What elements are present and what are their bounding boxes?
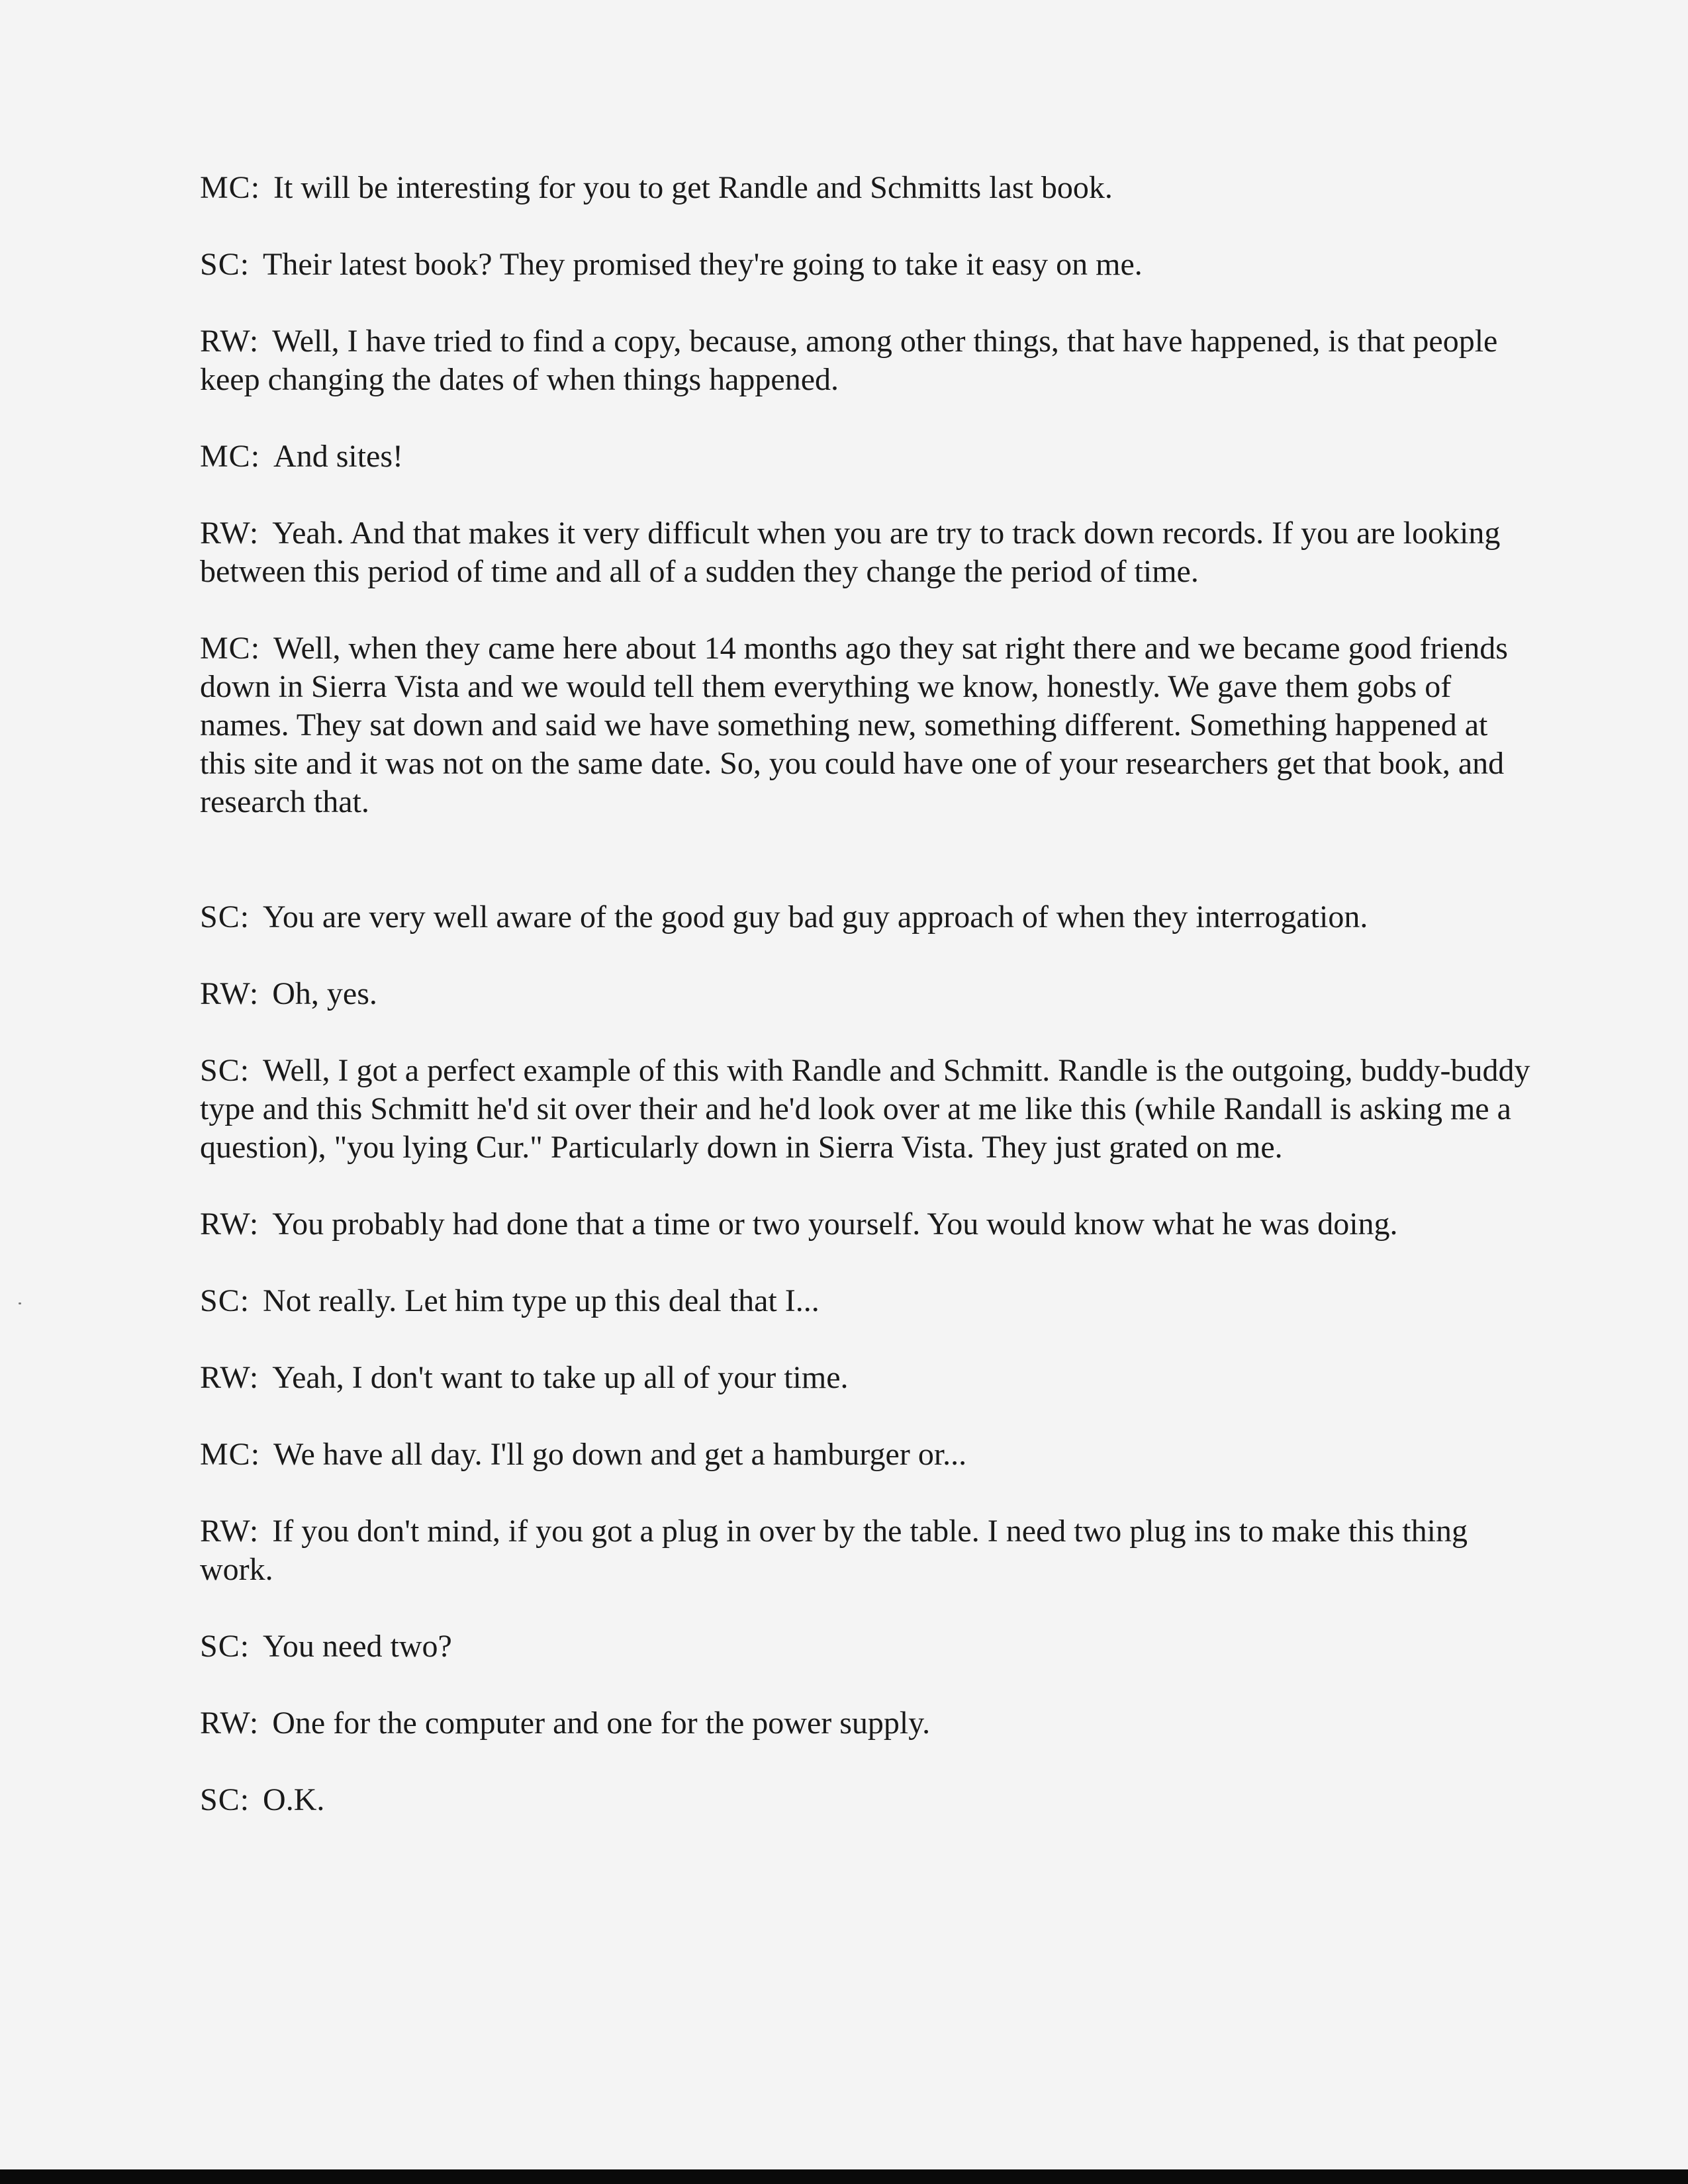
utterance-text: Well, I got a perfect example of this with Randle and Schmitt. Randle is the outgoing, buddy-buddy type and this Schmitt he'd sit over their and he'd look over at me like this (while Randall is asking me a question), "you lying Cur." Particularly down in Sierra Vista. They just grated on me. <box>200 1053 1530 1165</box>
utterance-text: And sites! <box>273 439 404 474</box>
utterance-text: Oh, yes. <box>272 976 377 1011</box>
transcript-entry <box>200 437 1530 476</box>
utterance-text: It will be interesting for you to get Randle and Schmitts last book. <box>273 170 1113 205</box>
speaker-label: RW: <box>200 1706 259 1741</box>
utterance-text: You need two? <box>263 1629 452 1664</box>
speaker-label: SC: <box>200 899 250 934</box>
transcript <box>200 169 1530 1858</box>
transcript-entry <box>200 1512 1530 1589</box>
transcript-entry <box>200 1282 1530 1320</box>
speaker-label: MC: <box>200 439 261 474</box>
transcript-entry <box>200 1359 1530 1397</box>
speaker-label: SC: <box>200 247 250 282</box>
speaker-label: SC: <box>200 1053 250 1088</box>
speaker-label: RW: <box>200 516 259 551</box>
speaker-label: MC: <box>200 1437 261 1472</box>
speaker-label: SC: <box>200 1283 250 1318</box>
utterance-text: O.K. <box>263 1782 325 1817</box>
utterance-text: If you don't mind, if you got a plug in over by the table. I need two plug ins to make this thing work. <box>200 1514 1468 1587</box>
speaker-label: RW: <box>200 1206 259 1242</box>
transcript-entry <box>200 1704 1530 1743</box>
transcript-entry <box>200 975 1530 1013</box>
transcript-entry <box>200 322 1530 399</box>
transcript-entry <box>200 1435 1530 1474</box>
transcript-entry <box>200 1627 1530 1666</box>
utterance-text: Not really. Let him type up this deal that I... <box>263 1283 820 1318</box>
utterance-text: You are very well aware of the good guy bad guy approach of when they interrogation. <box>263 899 1368 934</box>
utterance-text: Yeah, I don't want to take up all of your time. <box>272 1360 849 1395</box>
utterance-text: One for the computer and one for the power supply. <box>272 1706 931 1741</box>
transcript-entry <box>200 514 1530 591</box>
utterance-text: Yeah. And that makes it very difficult when you are try to track down records. If you are looking between this period of time and all of a sudden they change the period of time. <box>200 516 1501 589</box>
speaker-label: RW: <box>200 1514 259 1549</box>
transcript-entry <box>200 246 1530 284</box>
utterance-text: Their latest book? They promised they're going to take it easy on me. <box>263 247 1143 282</box>
speaker-label: RW: <box>200 976 259 1011</box>
speaker-label: SC: <box>200 1629 250 1664</box>
utterance-text: Well, when they came here about 14 months ago they sat right there and we became good friends down in Sierra Vista and we would tell them everything we know, honestly. We gave them gobs of names. They sat down and said we have something new, something different. Something happened at this site and it was not on the same date. So, you could have one of your researchers get that book, and research that. <box>200 631 1508 819</box>
transcript-entry <box>200 1052 1530 1167</box>
speaker-label: MC: <box>200 631 261 666</box>
speaker-label: SC: <box>200 1782 250 1817</box>
utterance-text: We have all day. I'll go down and get a hamburger or... <box>273 1437 967 1472</box>
transcript-entry <box>200 1781 1530 1819</box>
speaker-label: RW: <box>200 1360 259 1395</box>
transcript-entry <box>200 1205 1530 1244</box>
utterance-text: You probably had done that a time or two yourself. You would know what he was doing. <box>272 1206 1398 1242</box>
transcript-entry <box>200 169 1530 207</box>
scan-speck <box>19 1302 21 1304</box>
transcript-entry <box>200 898 1530 936</box>
scan-edge-bar <box>0 2169 1688 2184</box>
speaker-label: MC: <box>200 170 261 205</box>
utterance-text: Well, I have tried to find a copy, because, among other things, that have happened, is that people keep changing the dates of when things happened. <box>200 324 1498 397</box>
speaker-label: RW: <box>200 324 259 359</box>
transcript-entry <box>200 629 1530 821</box>
